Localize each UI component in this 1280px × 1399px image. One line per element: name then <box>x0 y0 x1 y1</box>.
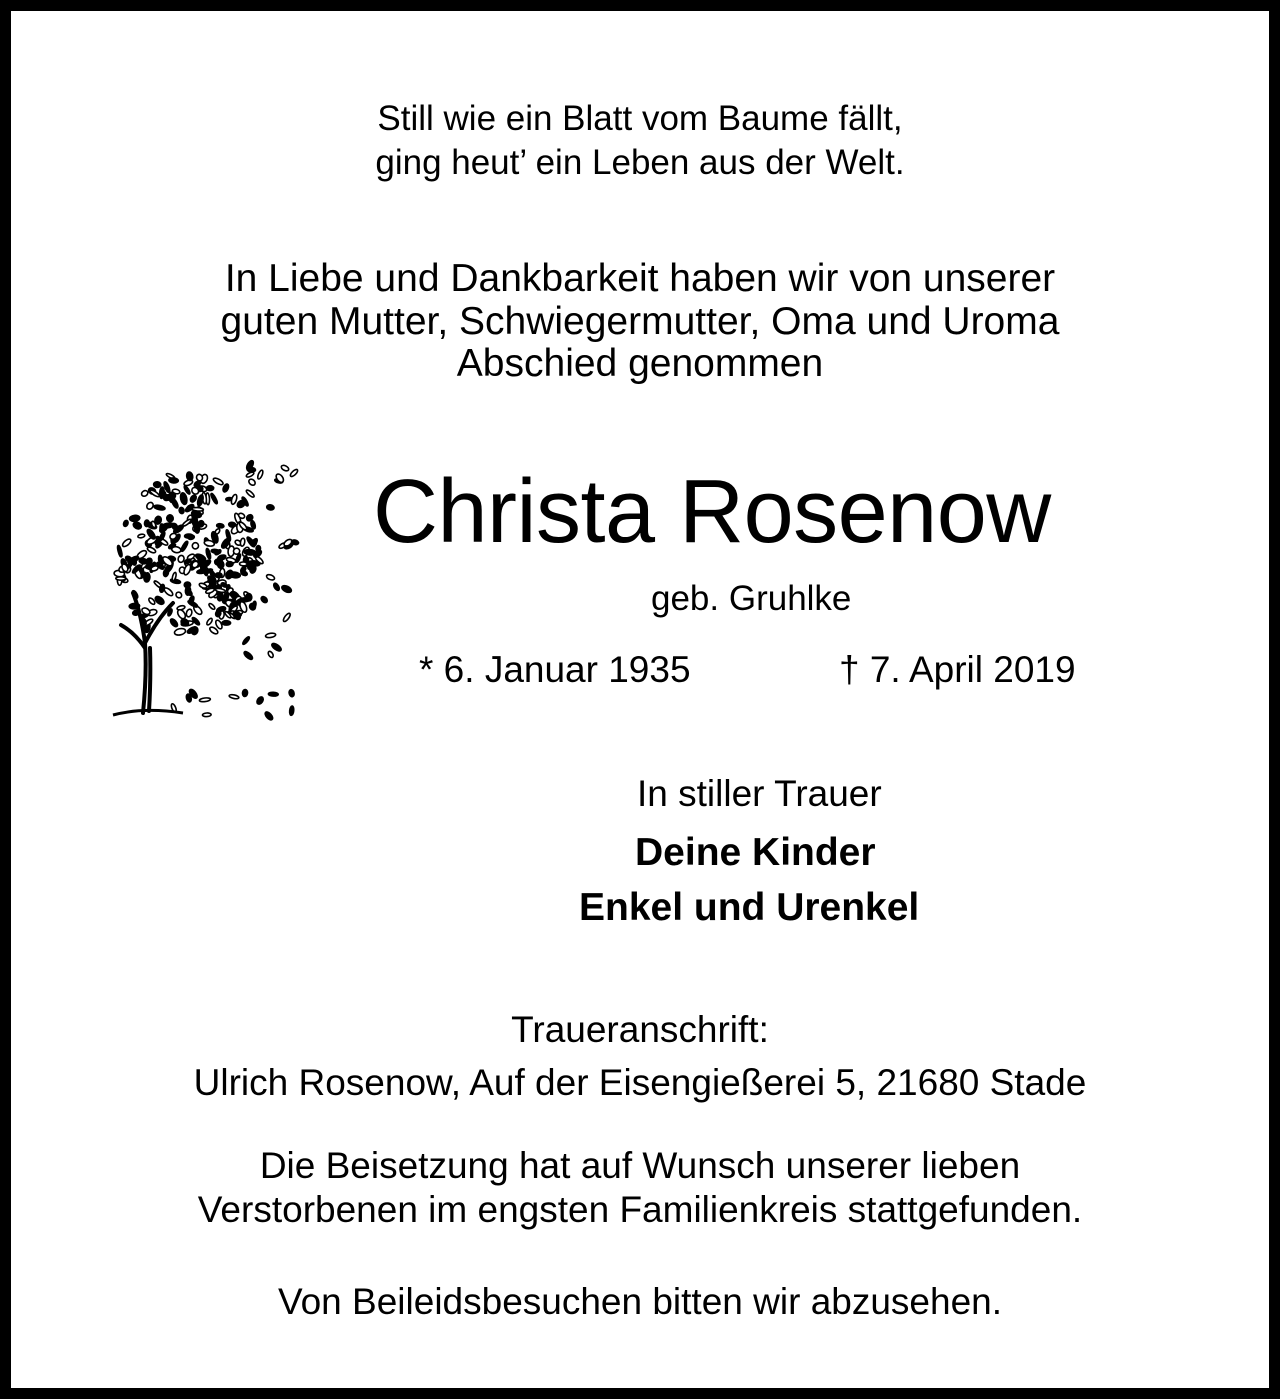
address-label: Traueranschrift: <box>511 1009 769 1050</box>
mourners-grandchildren: Enkel und Urenkel <box>579 886 920 929</box>
poem-line-1: Still wie ein Blatt vom Baume fällt, <box>377 99 903 138</box>
closing-note: Von Beileidsbesuchen bitten wir abzusehen. <box>277 1281 1003 1322</box>
funeral-note-line-1: Die Beisetzung hat auf Wunsch unserer lieben <box>259 1145 1021 1186</box>
address-line: Ulrich Rosenow, Auf der Eisengießerei 5, 21680 Stade <box>193 1062 1087 1103</box>
death-date: † 7. April 2019 <box>839 649 1076 690</box>
mourning-intro: In stiller Trauer <box>637 773 882 814</box>
deceased-name: Christa Rosenow <box>373 462 1051 562</box>
poem-line-2: ging heut’ ein Leben aus der Welt. <box>375 143 905 182</box>
intro-line-1: In Liebe und Dankbarkeit haben wir von unserer <box>224 257 1056 300</box>
funeral-note-line-2: Verstorbenen im engsten Familienkreis stattgefunden. <box>197 1189 1083 1230</box>
tree-icon <box>103 443 303 728</box>
mourners-children: Deine Kinder <box>635 831 876 874</box>
maiden-name: geb. Gruhlke <box>651 579 852 618</box>
intro-line-2: guten Mutter, Schwiegermutter, Oma und Uroma <box>220 300 1060 343</box>
intro-line-3: Abschied genommen <box>456 342 824 385</box>
birth-date: * 6. Januar 1935 <box>419 649 691 690</box>
